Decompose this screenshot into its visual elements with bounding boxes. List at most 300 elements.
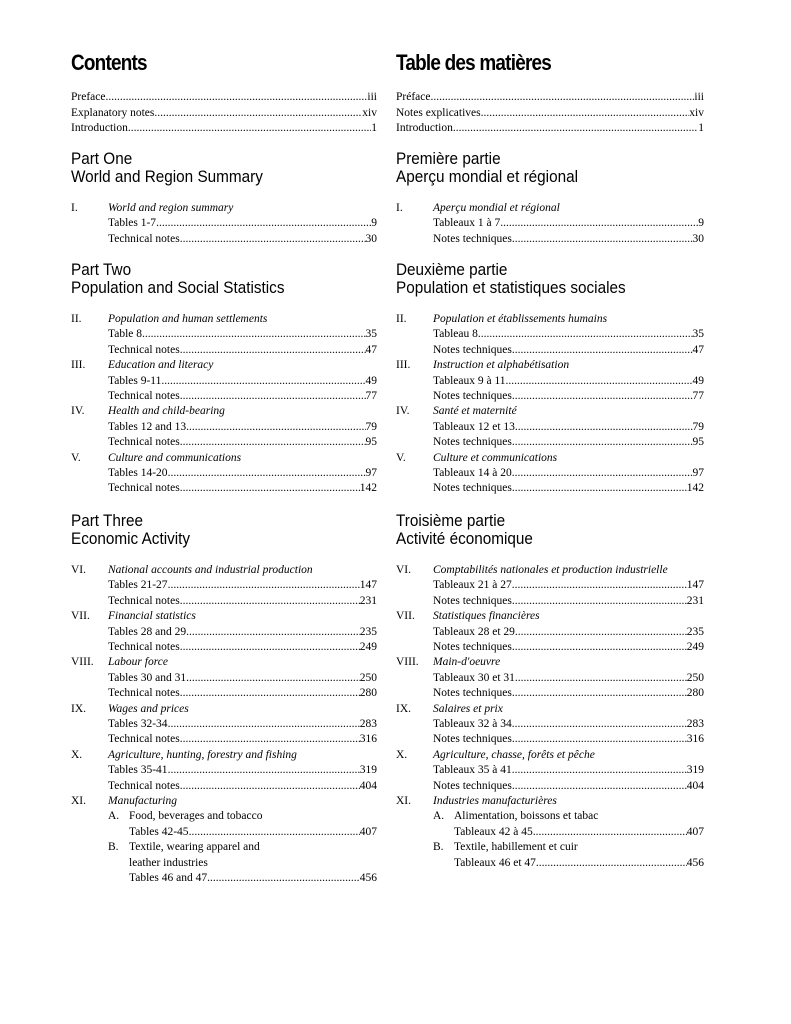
toc-entry [396,216,704,231]
chapter-heading [71,358,377,373]
page-title: Contents [71,50,147,75]
page-number: iii [367,91,377,103]
page-number: 30 [692,232,704,245]
entry-label: Notes explicatives [396,106,481,119]
dot-leader [180,389,366,404]
page-number: 9 [698,217,704,230]
toc-entry [71,825,377,840]
entry-label: Tableaux 32 à 34 [433,718,512,730]
page-number: 97 [692,467,704,479]
dot-leader [180,686,360,701]
chapter-heading [396,563,704,578]
chapter-title: Culture et communications [433,451,558,464]
page-number: 316 [686,733,704,746]
dot-leader [128,121,371,136]
dot-leader [168,466,366,481]
page-number: 35 [365,328,377,341]
dot-leader [189,825,360,840]
chapter-number: V. [396,451,406,464]
page-number: 283 [686,718,704,730]
chapter-title: Statistiques financières [433,610,540,623]
entry-label: Notes techniques [433,641,512,653]
toc-entry-line [433,420,704,435]
toc-entry-line [108,374,377,389]
page-number: 1 [698,122,704,134]
dot-leader [161,374,365,389]
toc-entry-line [454,856,704,871]
dot-leader [105,90,367,105]
toc-entry-line [71,90,377,105]
toc-entry [396,232,704,247]
chapter-number: XI. [71,795,87,807]
chapter-title: Santé et maternité [433,405,517,418]
chapter-title: leather industries [129,856,208,869]
entry-label: Tableaux 9 à 11 [433,374,506,387]
toc-entry-line [108,420,377,435]
toc-entry [71,625,377,640]
toc-entry [396,106,704,121]
entry-label: Explanatory notes [71,106,155,119]
toc-entry-line [433,374,704,389]
chapter-title: Education and literacy [108,359,214,372]
sub-section-heading [396,809,704,824]
sub-section-heading-cont [71,856,377,871]
page-number: 250 [359,671,377,684]
chapter-number: X. [71,748,83,761]
part-title: Activité économique [396,529,533,548]
chapter-number: III. [396,359,411,372]
entry-label: Introduction [396,122,453,134]
dot-leader [512,640,687,655]
page-number: 319 [359,764,377,777]
page-number: 9 [371,217,377,230]
toc-entry-line [129,871,377,886]
page-number: 280 [359,687,377,700]
page-number: 249 [359,641,377,653]
chapter-number: VIII. [71,656,94,669]
toc-entry-line [71,121,377,136]
chapter-heading [396,404,704,419]
toc-entry [396,374,704,389]
entry-label: Tableau 8 [433,328,478,341]
page-number: 250 [686,671,704,684]
part-title: Aperçu mondial et régional [396,167,579,186]
toc-entry [396,327,704,342]
toc-entry [396,420,704,435]
entry-label: Tables 14-20 [108,467,168,479]
part-heading [71,150,263,186]
chapter-title: Comptabilités nationales et production industrielle [433,564,668,576]
sub-section-heading [71,840,377,855]
toc-entry-line [433,594,704,609]
entry-label: Notes techniques [433,343,512,356]
entry-label: Notes techniques [433,779,512,792]
toc-entry-line [433,389,704,404]
toc-entry [396,466,704,481]
page-number: 235 [359,625,377,638]
toc-entry-line [433,640,704,655]
chapter-heading [71,451,377,466]
page-number: 142 [359,482,377,495]
toc-entry [71,466,377,481]
chapter-title: Agriculture, chasse, forêts et pêche [433,748,595,761]
dot-leader [180,732,360,747]
toc-entry-line [433,625,704,640]
part-number: Troisième partie [396,511,506,530]
chapter-title: Textile, habillement et cuir [454,841,578,854]
entry-label: Tables 35-41 [108,764,168,777]
toc-entry-line [433,732,704,747]
chapter-title: Industries manufacturières [433,795,557,807]
entry-label: Tableaux 12 et 13 [433,420,515,433]
dot-leader [180,594,360,609]
chapter-heading [71,563,377,578]
toc-entry-line [433,578,704,593]
chapter-heading [71,201,377,216]
toc-entry-line [108,763,377,778]
toc-entry-line [108,671,377,686]
toc-entry [71,871,377,886]
page-number: 142 [686,482,704,495]
chapter-title: World and region summary [108,202,234,214]
chapter-heading [396,794,704,809]
entry-label: Table 8 [108,328,143,341]
dot-leader [186,420,365,435]
dot-leader [478,327,693,342]
chapter-title: Food, beverages and tobacco [129,810,263,823]
entry-label: Tableaux 35 à 41 [433,764,512,777]
entry-label: Technical notes [108,436,180,449]
page-number: 79 [692,420,704,433]
dot-leader [186,671,360,686]
page-number: 49 [365,374,377,387]
part-title: World and Region Summary [71,167,263,186]
toc-entry-line [108,343,377,358]
page-number: 404 [359,779,377,792]
page-number: 407 [686,825,704,838]
entry-label: Technical notes [108,733,180,746]
part-title: Economic Activity [71,529,191,548]
dot-leader [168,763,360,778]
toc-entry-line [108,481,377,496]
toc-entry [71,90,377,105]
dot-leader [512,578,687,593]
toc-entry-line [433,763,704,778]
toc-entry [396,856,704,871]
chapter-number: II. [396,313,407,325]
entry-label: Technical notes [108,687,180,700]
dot-leader [512,466,693,481]
page-number: 456 [686,856,704,869]
page-number: xiv [362,106,377,119]
page-number: 231 [686,594,704,607]
chapter-heading [396,312,704,327]
dot-leader [180,435,366,450]
toc-entry-line [108,435,377,450]
chapter-number: II. [71,313,82,325]
entry-label: Notes techniques [433,390,512,402]
chapter-number: IX. [396,702,412,715]
dot-leader [536,856,687,871]
dot-leader [512,594,687,609]
entry-label: Tables 12 and 13 [108,420,187,433]
dot-leader [512,389,693,404]
page-number: 77 [365,390,377,402]
entry-label: Préface [396,91,431,103]
dot-leader [180,481,360,496]
page-number: 249 [686,641,704,653]
toc-entry-line [108,732,377,747]
entry-label: Tables 1-7 [108,217,157,230]
part-heading [396,261,626,297]
toc-entry [71,481,377,496]
dot-leader [207,871,360,886]
toc-entry [71,717,377,732]
dot-leader [512,481,687,496]
part-number: Part Two [71,260,132,279]
toc-entry [71,671,377,686]
toc-entry-line [433,466,704,481]
entry-label: Notes techniques [433,594,512,607]
dot-leader [512,435,693,450]
dot-leader [154,106,362,121]
toc-entry-line [108,466,377,481]
entry-label: Tableaux 42 à 45 [454,825,533,838]
page-number: 47 [692,343,704,356]
toc-entry [71,106,377,121]
toc-entry [71,686,377,701]
chapter-number: IV. [396,405,410,418]
toc-entry [71,420,377,435]
entry-label: Tableaux 21 à 27 [433,579,512,592]
toc-entry [396,578,704,593]
part-heading [71,512,190,548]
toc-entry-line [108,578,377,593]
chapter-heading [71,404,377,419]
toc-entry [396,389,704,404]
toc-entry [396,481,704,496]
dot-leader [512,732,687,747]
chapter-number: IX. [71,702,87,715]
page-number: 404 [686,779,704,792]
page-number: 319 [686,764,704,777]
page-number: 235 [686,625,704,638]
part-number: Deuxième partie [396,260,508,279]
toc-entry-line [108,594,377,609]
chapter-heading [396,609,704,624]
part-number: Première partie [396,149,501,168]
dot-leader [168,717,360,732]
sub-section-heading [71,809,377,824]
dot-leader [186,625,360,640]
chapter-heading [71,655,377,670]
toc-entry-line [396,90,704,105]
page-number: 231 [359,594,377,607]
part-title: Population and Social Statistics [71,278,285,297]
part-number: Part Three [71,511,144,530]
chapter-heading [396,201,704,216]
entry-label: Technical notes [108,641,180,653]
toc-entry-line [108,717,377,732]
entry-label: Tableaux 30 et 31 [433,671,515,684]
toc-entry [71,327,377,342]
chapter-title: Salaires et prix [433,702,503,715]
chapter-title: Aperçu mondial et régional [433,202,560,214]
chapter-title: Health and child-bearing [108,405,225,418]
dot-leader [512,717,687,732]
chapter-title: Instruction et alphabétisation [433,359,570,372]
toc-entry [396,640,704,655]
dot-leader [142,327,365,342]
toc-entry [396,90,704,105]
toc-entry-line [108,640,377,655]
toc-entry [396,435,704,450]
toc-entry [71,594,377,609]
chapter-number: I. [71,202,78,214]
chapter-heading [71,794,377,809]
dot-leader [453,121,698,136]
entry-label: Technical notes [108,390,180,402]
toc-entry-line [71,106,377,121]
toc-entry [71,389,377,404]
chapter-title: Wages and prices [108,702,189,715]
toc-entry-line [129,825,377,840]
chapter-number: X. [396,748,408,761]
toc-entry [71,763,377,778]
dot-leader [512,779,687,794]
entry-label: Technical notes [108,232,180,245]
toc-entry-line [433,481,704,496]
toc-entry [396,671,704,686]
page-number: 79 [365,420,377,433]
page-number: iii [694,91,704,103]
toc-entry [396,594,704,609]
dot-leader [180,232,366,247]
toc-entry-line [433,686,704,701]
entry-label: Tables 9-11 [108,374,162,387]
dot-leader [481,106,690,121]
entry-label: Notes techniques [433,436,512,449]
toc-entry [71,374,377,389]
dot-leader [512,686,687,701]
chapter-heading [71,748,377,763]
page-number: 35 [692,328,704,341]
toc-entry-line [433,343,704,358]
dot-leader [512,232,693,247]
chapter-heading [396,702,704,717]
page-number: 95 [365,436,377,449]
chapter-heading [396,451,704,466]
entry-label: Introduction [71,122,128,134]
chapter-number: I. [396,202,403,214]
chapter-number: VI. [396,564,412,576]
toc-entry-line [108,327,377,342]
dot-leader [512,763,687,778]
toc-entry-line [454,825,704,840]
dot-leader [180,779,360,794]
page-number: 97 [365,467,377,479]
page-number: 147 [359,579,377,592]
toc-entry-line [396,106,704,121]
entry-label: Tables 28 and 29 [108,625,187,638]
toc-entry-line [433,779,704,794]
dot-leader [168,578,360,593]
page-number: 407 [359,825,377,838]
chapter-number: VIII. [396,656,419,669]
entry-label: Tables 21-27 [108,579,168,592]
toc-entry-line [108,232,377,247]
entry-label: Tables 46 and 47 [129,872,208,884]
chapter-heading [71,312,377,327]
part-number: Part One [71,149,133,168]
toc-entry-line [433,232,704,247]
toc-entry-line [108,625,377,640]
chapter-title: Alimentation, boissons et tabac [454,810,599,823]
toc-entry-line [108,686,377,701]
dot-leader [533,825,687,840]
chapter-number: XI. [396,795,412,807]
toc-entry-line [108,389,377,404]
chapter-heading [396,358,704,373]
chapter-number: V. [71,451,81,464]
page-number: 456 [359,872,377,884]
toc-entry-line [396,121,704,136]
dot-leader [515,625,687,640]
chapter-number: A. [433,810,445,823]
toc-entry-line [433,435,704,450]
part-heading [396,150,578,186]
toc-entry [71,578,377,593]
toc-entry-line [108,216,377,231]
dot-leader [515,671,687,686]
toc-entry-line [433,717,704,732]
chapter-title: National accounts and industrial production [108,564,313,576]
chapter-title: Population and human settlements [108,313,268,325]
entry-label: Tableaux 1 à 7 [433,217,501,230]
page-number: 147 [686,579,704,592]
entry-label: Notes techniques [433,733,512,746]
toc-entry [396,763,704,778]
chapter-number: B. [433,841,444,854]
entry-label: Preface [71,91,106,103]
chapter-title: Culture and communications [108,451,242,464]
entry-label: Tableaux 28 et 29 [433,625,515,638]
chapter-heading [71,609,377,624]
chapter-number: B. [108,841,119,854]
dot-leader [506,374,693,389]
page-number: 1 [371,122,377,134]
chapter-title: Textile, wearing apparel and [129,841,260,854]
entry-label: Tableaux 14 à 20 [433,467,512,479]
page-number: 77 [692,390,704,402]
chapter-title: Labour force [108,656,168,669]
toc-entry [71,435,377,450]
toc-entry-line [433,671,704,686]
dot-leader [512,343,693,358]
dot-leader [515,420,693,435]
chapter-heading [396,655,704,670]
part-heading [71,261,284,297]
chapter-number: III. [71,359,86,372]
entry-label: Notes techniques [433,232,512,245]
page-number: xiv [689,106,704,119]
chapter-heading [396,748,704,763]
toc-entry-line [433,327,704,342]
dot-leader [180,343,366,358]
chapter-title: Manufacturing [108,795,177,807]
toc-entry [396,732,704,747]
sub-section-heading [396,840,704,855]
